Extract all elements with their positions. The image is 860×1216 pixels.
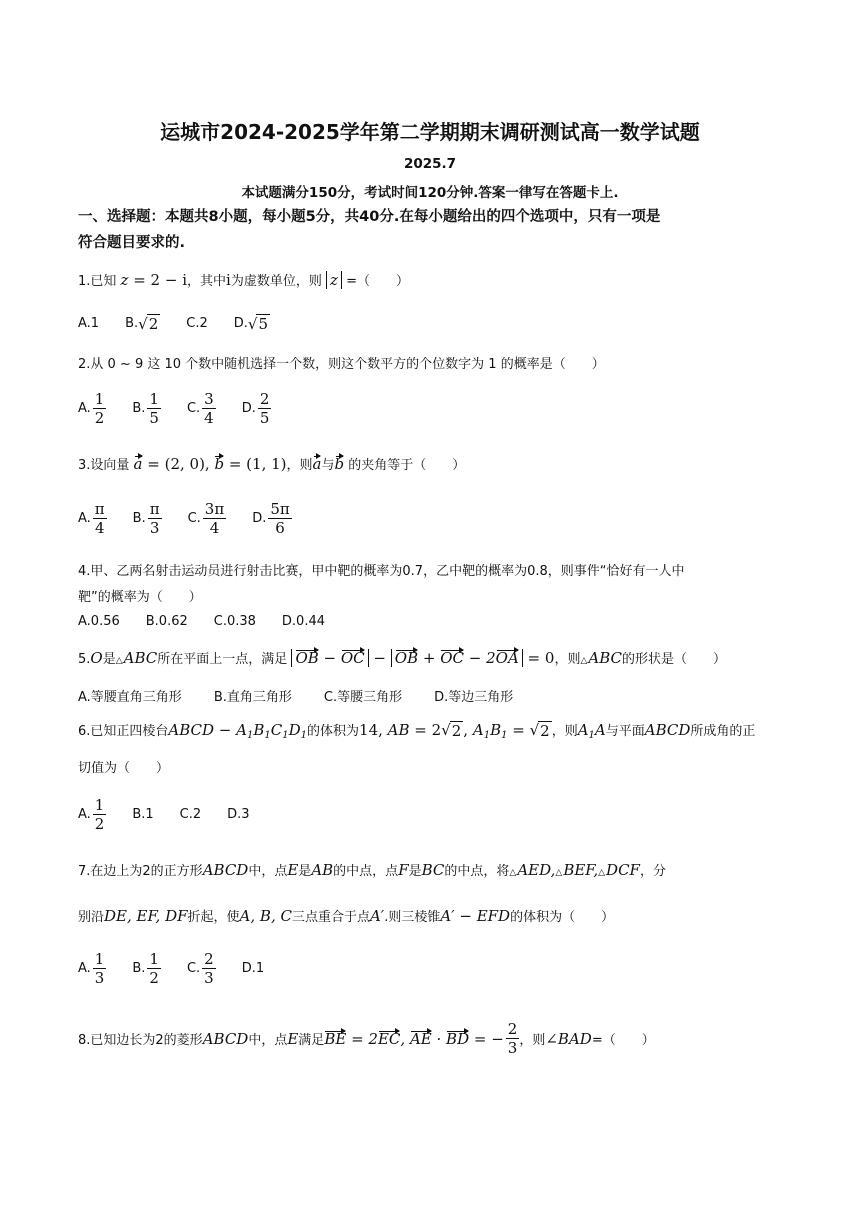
q1-option-b: B. √ 2 (125, 314, 159, 333)
q4-option-a: A.0.56 (78, 614, 120, 629)
q3-option-d: D. $\frac{5\pi}{6}$ (252, 500, 290, 537)
q6-mid3: 与平面 (605, 724, 645, 739)
q6-mid2: ，则 (551, 724, 578, 739)
q3-prefix: 3.设向量 (78, 458, 130, 473)
q3-options (78, 500, 318, 537)
q4-option-b: B.0.62 (145, 614, 188, 629)
q7-option-a: A. $\frac{1}{3}$ (78, 950, 105, 987)
q5-mid3: ，则 (554, 652, 581, 667)
q5-option-a: A.等腰直角三角形 (78, 690, 182, 705)
q1-prefix: 1.已知 (78, 274, 117, 289)
q1-mid2: 为虚数单位，则 (230, 274, 322, 289)
q3-option-c: C. $\frac{3\pi}{4}$ (187, 500, 225, 537)
q2-option-b: B. $\frac{1}{5}$ (132, 390, 159, 427)
q7-prefix: 7.在边上为2的正方形 (78, 864, 203, 879)
q6-options (78, 796, 276, 833)
q1-option-a: A.1 (78, 316, 100, 331)
q7-mid: 中，点 (248, 864, 288, 879)
q3-mid: ，则 (286, 458, 313, 473)
q6-option-a: A. $\frac{1}{2}$ (78, 796, 105, 833)
question-6-line1: 6.已知正四棱台ABCD − $A_1B_1C_1D_1$的体积为14, AB = 2√ 2 , $A_1B_1$ = √ 2 ，则$A_1A$与平面ABCD所成角的正 (78, 721, 756, 741)
q8-mid: 中，点 (248, 1033, 288, 1048)
q8-suffix: =（ ） (591, 1033, 655, 1048)
exam-date: 2025.7 (403, 156, 457, 172)
q7-mid3: 的中点，点 (333, 864, 399, 879)
q1-option-c: C.2 (186, 316, 208, 331)
q4-option-d: D.0.44 (281, 614, 325, 629)
q1-formula: z (120, 271, 129, 289)
q5-prefix: 5. (78, 652, 91, 667)
q2-option-d: D. $\frac{2}{5}$ (241, 390, 270, 427)
q4-options (78, 614, 351, 629)
q7-suffix: ，分 (639, 864, 666, 879)
q2-option-c: C. $\frac{3}{4}$ (186, 390, 214, 427)
q8-mid3: ，则 (519, 1033, 546, 1048)
question-4-line2: 靶”的概率为（ ） (78, 590, 202, 605)
q7-mid4: 是 (408, 864, 422, 879)
question-6-line2: 切值为（ ） (78, 761, 170, 776)
section-heading-line1: 一、选择题：本题共8小题，每小题5分，共40分.在每小题给出的四个选项中，只有一项是 (78, 209, 661, 225)
q7-option-b: B. $\frac{1}{2}$ (132, 950, 159, 987)
q1-mid: ，其中 (187, 274, 227, 289)
q3-suffix: 的夹角等于（ ） (348, 458, 466, 473)
q1-modulus: z (326, 271, 342, 289)
q5-suffix: 的形状是（ ） (622, 652, 727, 667)
q6-mid: 的体积为 (307, 724, 360, 739)
q5-option-b: B.直角三角形 (213, 690, 292, 705)
q7-mid5: 的中点，将 (444, 864, 510, 879)
q6-option-b: B.1 (132, 807, 154, 822)
exam-title: 运城市2024-2025学年第二学期期末调研测试高一数学试题 (160, 120, 700, 144)
question-4-line1: 4.甲、乙两名射击运动员进行射击比赛，甲中靶的概率为0.7，乙中靶的概率为0.8，则事件“恰好有一人中 (78, 564, 685, 579)
q1-option-d: D. √ 5 (233, 314, 268, 333)
q7-option-d: D.1 (241, 961, 265, 976)
q1-suffix: =（ ） (346, 274, 409, 289)
q2-option-a: A. $\frac{1}{2}$ (78, 390, 105, 427)
q6-suffix: 所成角的正 (690, 724, 756, 739)
q6-option-c: C.2 (179, 807, 202, 822)
q6-prefix: 6.已知正四棱台 (78, 724, 169, 739)
section-heading (78, 204, 788, 256)
q4-option-c: C.0.38 (213, 614, 256, 629)
q3-mid2: 与 (321, 458, 335, 473)
q5-option-c: C.等腰三角形 (323, 690, 403, 705)
q7-option-c: C. $\frac{2}{3}$ (186, 950, 214, 987)
q7-mid2: 是 (298, 864, 312, 879)
q7-options (78, 950, 290, 987)
question-7-line2: 别沿DE, EF, DF折起，使A, B, C三点重合于点A′.则三棱锥A′ − EFD的体积为（ ） (78, 907, 615, 925)
question-3: 3.设向量 a = (2, 0), b = (1, 1)，则a与b 的夹角等于（ ） (78, 455, 466, 473)
q3-option-b: B. $\frac{\pi}{3}$ (132, 500, 160, 537)
question-1: 1.已知 z = 2 − i，其中i为虚数单位，则 z =（ ） (78, 271, 409, 289)
q5-options (78, 686, 539, 705)
q1-options (78, 314, 296, 333)
exam-instructions: 本试题满分150分，考试时间120分钟.答案一律写在答题卡上. (241, 185, 619, 201)
q8-prefix: 8.已知边长为2的菱形 (78, 1033, 203, 1048)
q5-mid: 是 (102, 652, 116, 667)
q2-options (78, 390, 297, 427)
q8-mid2: 满足 (298, 1033, 325, 1048)
q5-mid2: 所在平面上一点，满足 (157, 652, 288, 667)
q3-option-a: A. $\frac{\pi}{4}$ (78, 500, 105, 537)
question-5: 5.O是△ABC所在平面上一点，满足 OB − OC − OB + OC − 2OA = 0，则△ABC的形状是（ ） (78, 649, 727, 667)
question-2: 2.从 0 ~ 9 这 10 个数中随机选择一个数，则这个数平方的个位数字为 1 的概率是（ ） (78, 357, 605, 372)
q6-option-d: D.3 (227, 807, 250, 822)
section-heading-line2: 符合题目要求的. (78, 235, 186, 251)
question-7-line1: 7.在边上为2的正方形ABCD中，点E是AB的中点，点F是BC的中点，将△AED,△BEF,△DCF，分 (78, 861, 666, 879)
q5-option-d: D.等边三角形 (434, 690, 514, 705)
question-8: 8.已知边长为2的菱形 ABCD 中，点 E 满足 BE = 2EC, AE · BD = − $\frac{2}{3}$ ，则 ∠BAD =（ ） (78, 1020, 655, 1057)
